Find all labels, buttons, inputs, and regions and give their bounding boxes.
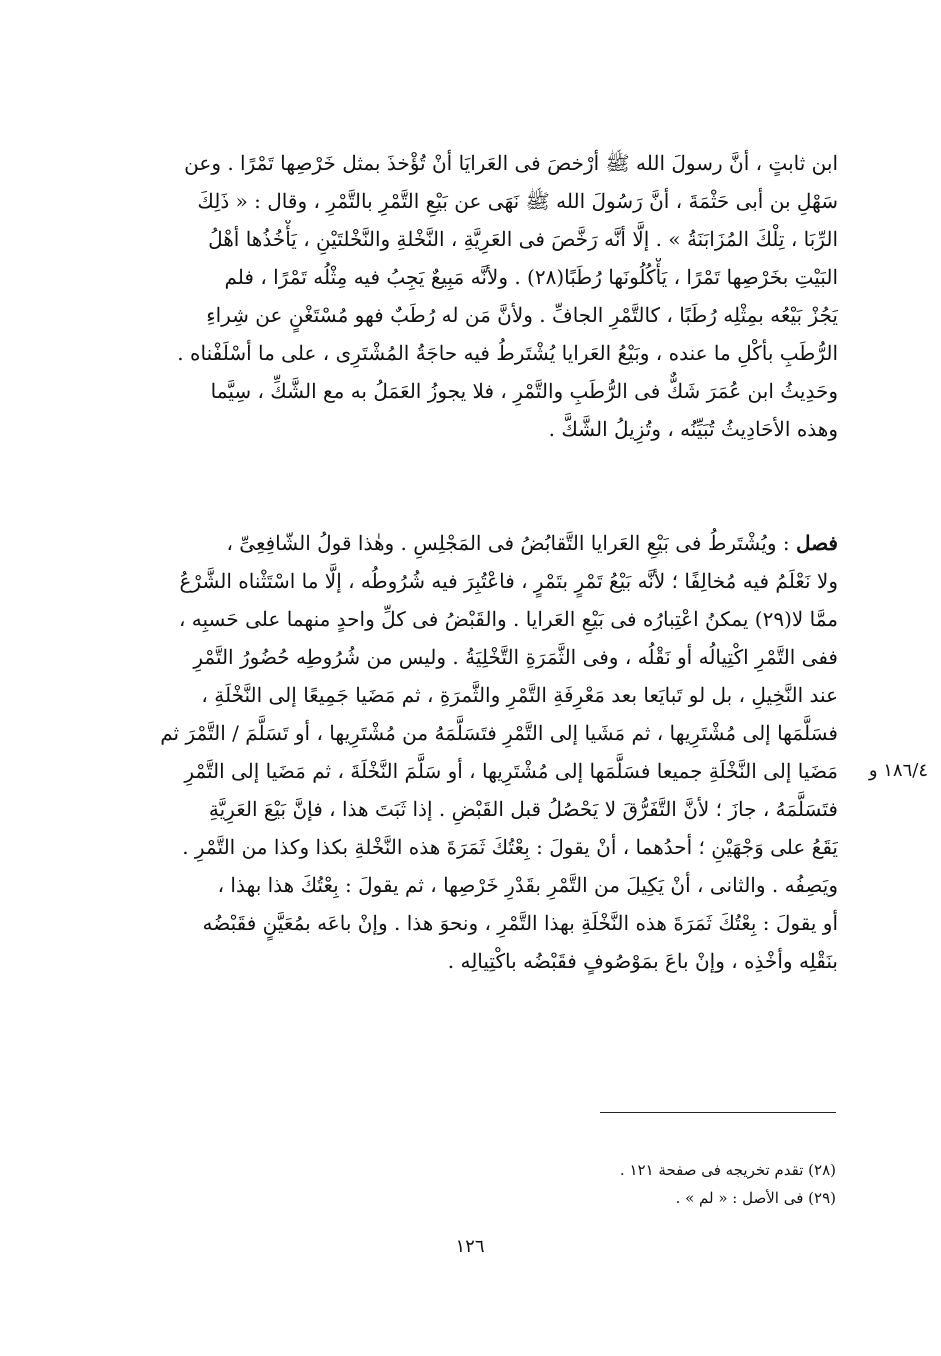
text-line: وحَدِيثُ ابن عُمَرَ شَكٌّ فى الرُّطَبِ والتَّمْرِ ، فلا يجوزُ العَمَلُ به مع الشَّكِّ ، سِيَّما <box>210 379 838 403</box>
section-heading: فصل <box>795 531 838 555</box>
text-line: أو يقولَ : بِعْتُكَ ثَمَرَةَ هذه النَّخْلَةِ بهذا التَّمْرِ ، ونحوَ هذا . وإنْ باعَه بمُعَيَّنٍ فقَبْضُه <box>202 911 838 935</box>
paragraph-1 <box>136 144 838 448</box>
text-line <box>136 524 838 562</box>
text-line: الرُّطَبِ بأكْلِ ما عنده ، وبَيْعُ العَرايا يُشْتَرطُ فيه حاجَةُ المُشْتَرِى ، على ما أسْلَفْناه . <box>177 341 838 365</box>
text-line: ممَّا لا(٢٩) يمكنُ اعْتِبارُه فى بَيْعِ العَرايا . والقَبْضُ فى كلِّ واحدٍ منهما على حَسبِه ، <box>178 607 838 631</box>
text-line: البَيْتِ بخَرْصِها تَمْرًا ، يَأْكُلُونَها رُطَبًا(٢٨) . ولأنَّه مَبِيعٌ يَجِبُ فيه مِثْلُه تَمْرًا ، فلم <box>224 265 838 289</box>
footnote-29: (٢٩) فى الأصل : « لم » . <box>675 1189 836 1207</box>
text-line: وهذه الأحَادِيثُ تُبَيِّنُه ، وتُزِيلُ الشَّكَّ . <box>548 417 838 441</box>
text-line: ويَصِفُه . والثانى ، أنْ يَكِيلَ من التَّمْرِ بقَدْرِ خَرْصِها ، ثم يقولَ : بِعْتُكَ هذا بهذا ، <box>217 873 838 897</box>
text-line: ولا نَعْلَمُ فيه مُخالِفًا ؛ لأنَّه بَيْعُ تَمْرٍ بتَمْرٍ ، فاعْتُبِرَ فيه شُرُوطُه ، إلَّا ما اسْتَثْناه الشَّرْعُ <box>179 569 838 593</box>
text-line-rest: : ويُشْتَرطُ فى بَيْعِ العَرايا التَّقابُضُ فى المَجْلِسِ . وهٰذا قولُ الشّافِعِىِّ ، <box>226 531 796 555</box>
footnote-divider <box>600 1112 836 1113</box>
text-line: يَجُزْ بَيْعُه بمِثْلِه رُطَبًا ، كالتَّمْرِ الجافِّ . ولأنَّ مَن له رُطَبٌ فهو مُسْتَغْنٍ عن شِراءِ <box>206 303 838 327</box>
paragraph-2 <box>136 524 838 980</box>
text-line: مَضَيا إلى النَّخْلَةِ جميعا فسَلَّمَها إلى مُشْتَرِيها ، أو سَلَّمَ النَّخْلَةَ ، ثم مَضَيا إلى التَّمْرِ <box>184 759 838 783</box>
text-line: فتَسَلَّمَهُ ، جازَ ؛ لأنَّ التَّفَرُّقَ لا يَحْصُلُ قبل القَبْضِ . إذا ثَبَتَ هذا ، فإنَّ بَيْعَ العَرِيَّةِ <box>208 797 838 821</box>
text-line: يَقَعُ على وَجْهَيْنِ ؛ أحدُهما ، أنْ يقولَ : بِعْتُكَ ثَمَرَةَ هذه النَّخْلةِ بكذا وكذا من التَّمْرِ . <box>182 835 838 859</box>
text-line: عند النَّخِيلِ ، بل لو تَبايَعا بعد مَعْرِفَةِ التَّمْرِ والثَّمرَةِ ، ثم مَضَيا جَمِيعًا إلى النَّخْلَةِ ، <box>201 683 838 707</box>
text-line: فسَلَّمَها إلى مُشْتَرِيها ، ثم مَشَيا إلى التَّمْرِ فتَسَلَّمَهُ من مُشْتَرِيها ، أو تَسَلَّمَ / التَّمْرَ ثم <box>160 721 838 745</box>
footnote-28: (٢٨) تقدم تخريجه فى صفحة ١٢١ . <box>619 1161 836 1179</box>
text-line: ابن ثابتٍ ، أنَّ رسولَ الله ﷺ أرْخصَ فى العَرايَا أنْ تُؤْخذَ بمثل خَرْصِها تَمْرًا . وعن <box>184 151 838 175</box>
footnotes <box>300 1156 836 1212</box>
page-number: ١٢٦ <box>455 1236 485 1257</box>
text-line: سَهْلِ بن أبى حَثْمَةَ ، أنَّ رَسُولَ الله ﷺ نَهَى عن بَيْعِ التَّمْرِ بالتَّمْرِ ، وقال : « ذَلِكَ <box>197 189 838 213</box>
text-line: الرِّبَا ، تِلْكَ المُزَابَنَةُ » . إلَّا أنَّه رَخَّصَ فى العَرِيَّةِ ، النَّخْلةِ والنَّخْلتَيْنِ ، يَأْخُذُها أهْلُ <box>208 227 838 251</box>
margin-reference: ١٨٦/٤ و <box>868 760 928 781</box>
text-line: ففى التَّمْرِ اكْتِيالُه أو نَقْلُه ، وفى الثَّمَرَةِ التَّخْلِيَةُ . وليس من شُرُوطِه حُضُورُ التَّمْرِ <box>193 645 838 669</box>
text-line: بنَقْلِه وأخْذِه ، وإنْ باعَ بمَوْصُوفٍ فقَبْضُه باكْتِيالِه . <box>447 949 838 973</box>
